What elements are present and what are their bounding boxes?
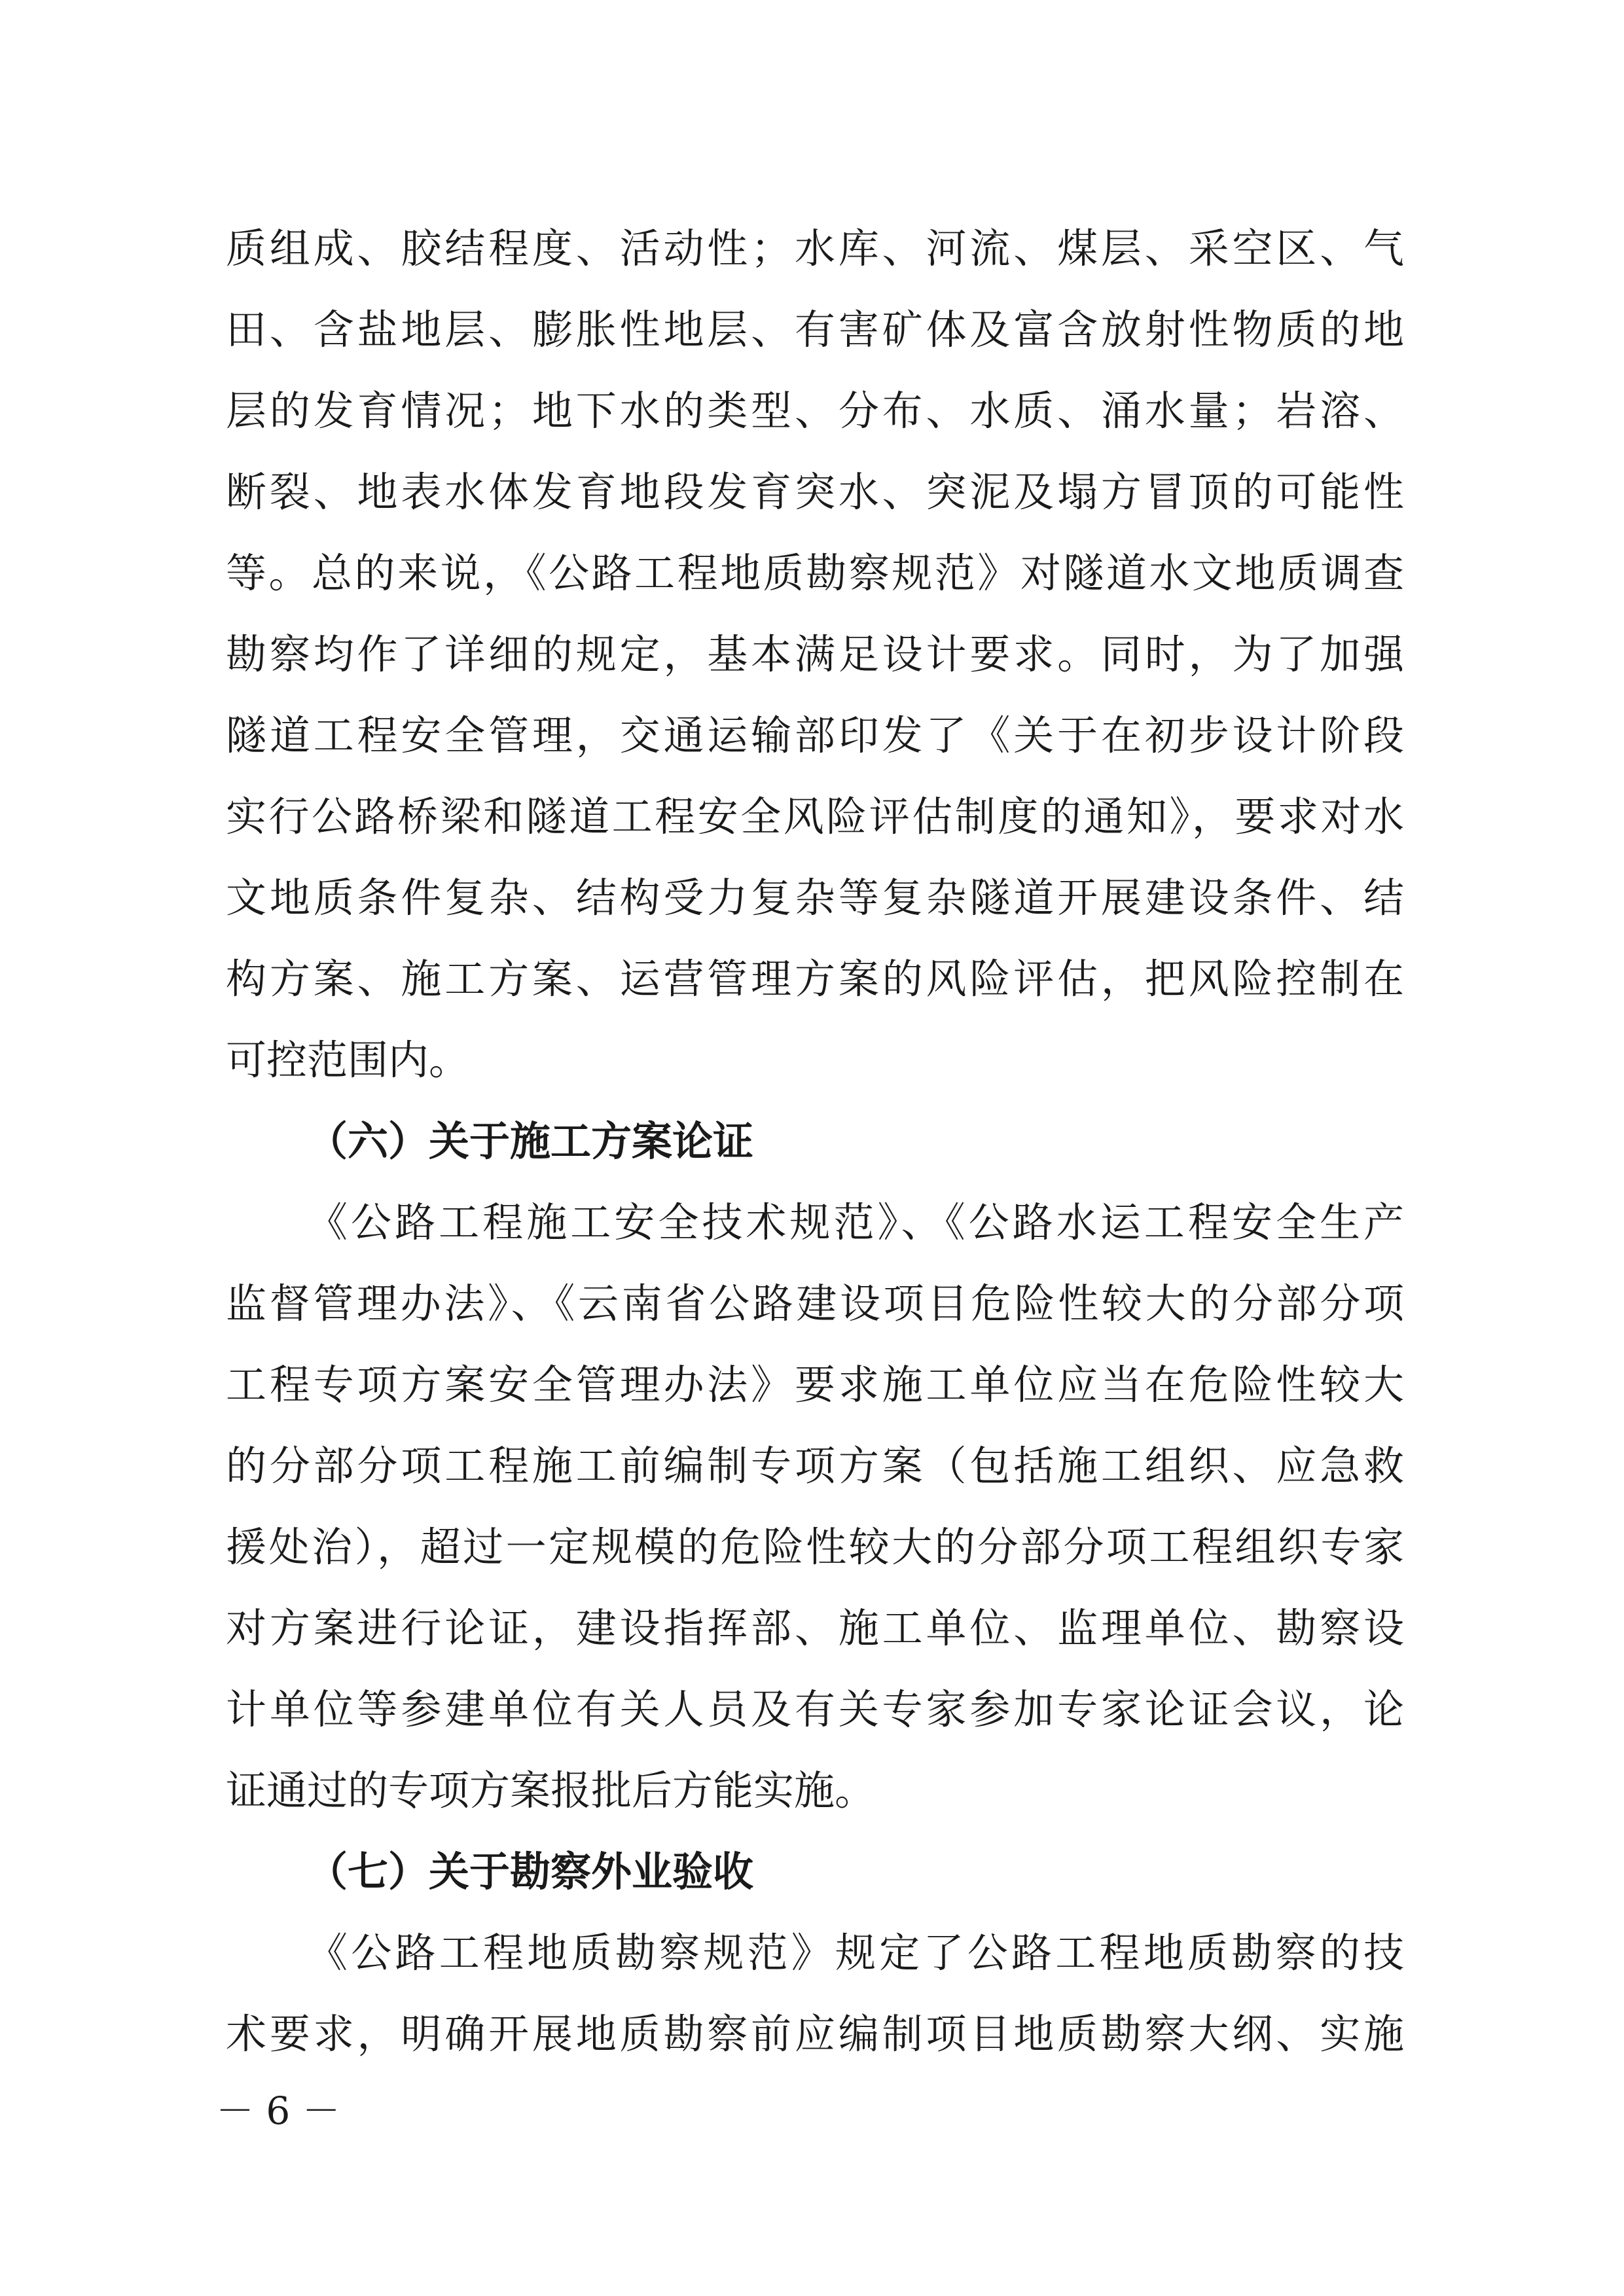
text-line: 勘察均作了详细的规定，基本满足设计要求。同时，为了加强	[226, 630, 1404, 678]
text-line: 等。总的来说，《公路工程地质勘察规范》对隧道水文地质调查	[226, 549, 1404, 597]
section-heading: （六）关于施工方案论证	[307, 1117, 754, 1165]
section-heading: （七）关于勘察外业验收	[307, 1848, 754, 1895]
text-line: 监督管理办法》、《云南省公路建设项目危险性较大的分部分项	[226, 1280, 1404, 1327]
text-line: 构方案、施工方案、运营管理方案的风险评估，把风险控制在	[226, 955, 1404, 1003]
paragraph-geology-survey	[226, 208, 1404, 1101]
text-line: 断裂、地表水体发育地段发育突水、突泥及塌方冒顶的可能性	[226, 468, 1404, 516]
text-line: 工程专项方案安全管理办法》要求施工单位应当在危险性较大	[226, 1361, 1404, 1408]
text-line: 的分部分项工程施工前编制专项方案（包括施工组织、应急救	[226, 1442, 1404, 1490]
text-line: 可控范围内。	[226, 1036, 470, 1084]
text-line: 证通过的专项方案报批后方能实施。	[226, 1767, 876, 1814]
text-line: 质组成、胶结程度、活动性；水库、河流、煤层、采空区、气	[226, 224, 1404, 272]
text-line: 文地质条件复杂、结构受力复杂等复杂隧道开展建设条件、结	[226, 874, 1404, 922]
section-construction-plan	[226, 1101, 1404, 1831]
text-line: 计单位等参建单位有关人员及有关专家参加专家论证会议，论	[226, 1685, 1404, 1733]
text-line: 对方案进行论证，建设指挥部、施工单位、监理单位、勘察设	[226, 1604, 1404, 1652]
text-line: 《公路工程地质勘察规范》规定了公路工程地质勘察的技	[307, 1929, 1404, 1977]
text-line: 隧道工程安全管理，交通运输部印发了《关于在初步设计阶段	[226, 711, 1404, 759]
text-line: 援处治），超过一定规模的危险性较大的分部分项工程组织专家	[226, 1523, 1404, 1571]
text-line: 层的发育情况；地下水的类型、分布、水质、涌水量；岩溶、	[226, 387, 1404, 435]
text-line: 实行公路桥梁和隧道工程安全风险评估制度的通知》，要求对水	[226, 793, 1404, 840]
text-line: 田、含盐地层、膨胀性地层、有害矿体及富含放射性物质的地	[226, 306, 1404, 353]
text-line: 《公路工程施工安全技术规范》、《公路水运工程安全生产	[307, 1198, 1404, 1246]
page-number: － 6 －	[216, 2089, 340, 2133]
section-survey-acceptance	[226, 1831, 1404, 2075]
text-line: 术要求，明确开展地质勘察前应编制项目地质勘察大纲、实施	[226, 2010, 1404, 2058]
document-body	[226, 208, 1404, 2075]
